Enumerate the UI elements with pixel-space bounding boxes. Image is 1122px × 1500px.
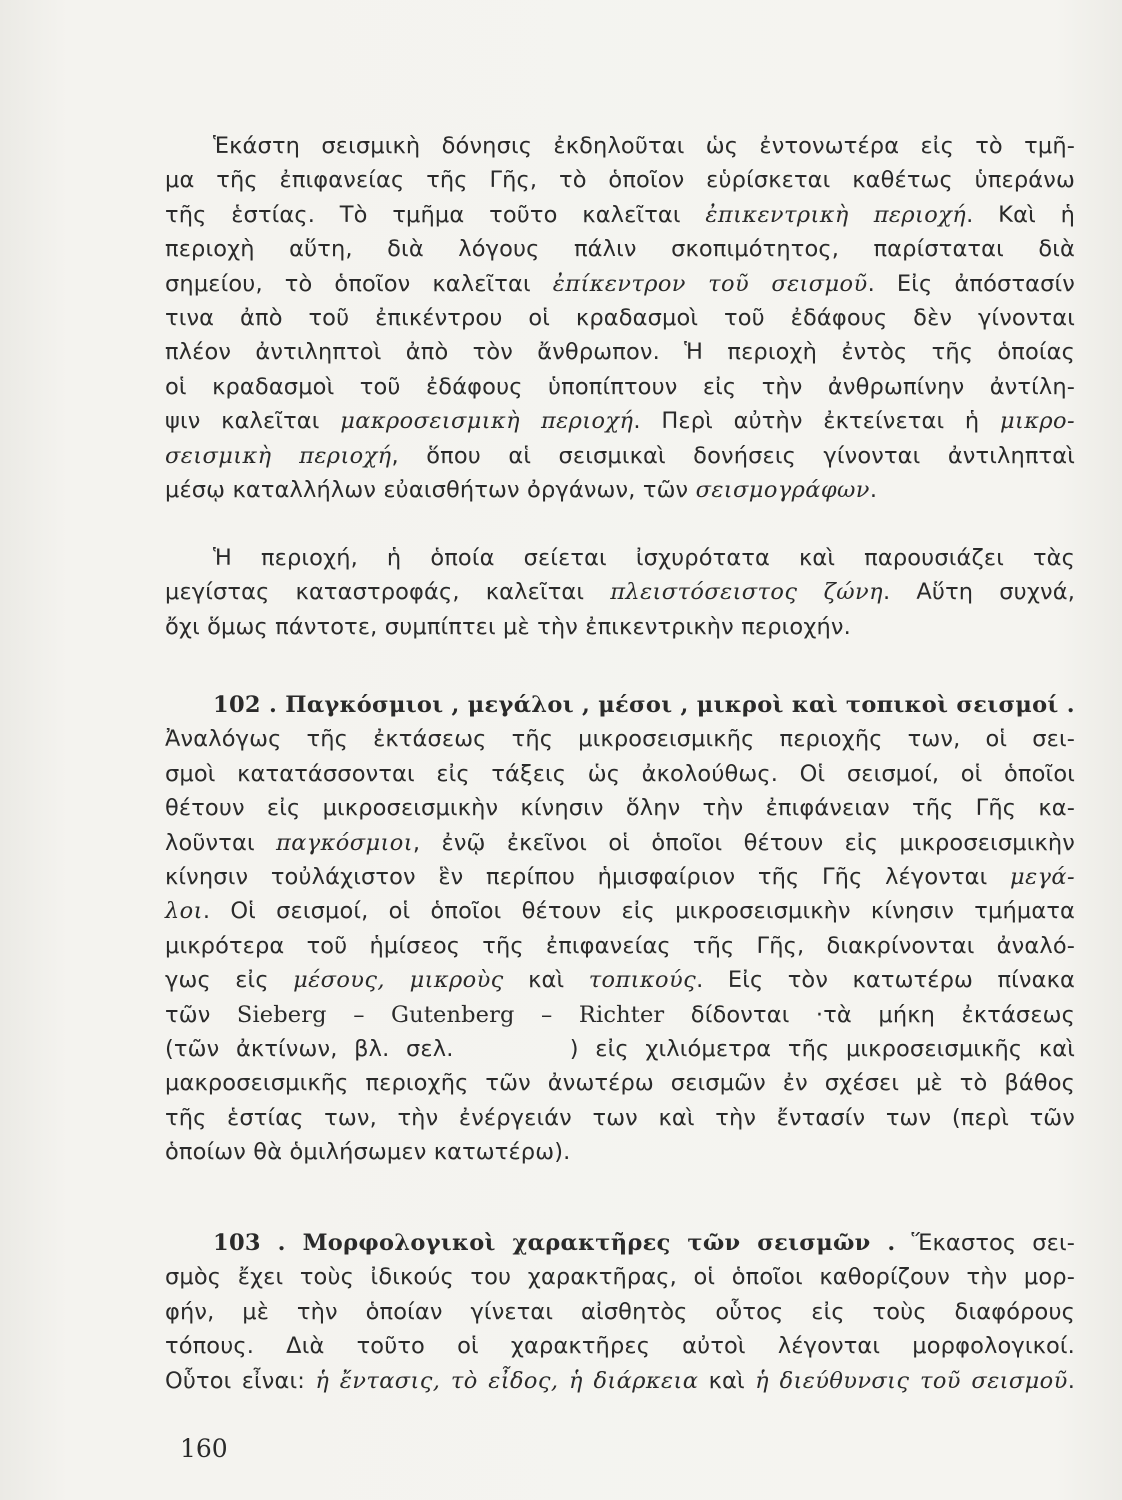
text-run: σμὸς ἔχει τοὺς ἰδικούς του χαρακτῆρας, οἱ ὁποῖοι καθορίζουν τὴν μορ- [165,1264,1075,1291]
text-run: . Περὶ αὐτὴν ἐκτείνεται ἡ [633,408,1001,435]
text-run: καὶ [698,1367,756,1394]
text-run: . Εἰς τὸν κατωτέρω πίνακα [696,967,1075,994]
italic-term: μακροσεισμικὴ περιοχή [340,408,634,435]
text-run: σημείου, τὸ ὁποῖον καλεῖται [165,270,553,297]
text-run: . Αὕτη συχνά, [882,579,1075,606]
text-run: φήν, μὲ τὴν ὁποίαν γίνεται αἰσθητὸς οὗτος εἰς τοὺς διαφόρους [165,1298,1075,1325]
text-line [165,1101,1075,1135]
text-line [165,232,1075,266]
text-run: τῶν [165,1001,237,1028]
italic-term: μικρο- [1000,408,1076,435]
text-line [165,688,1075,722]
section-103 [165,1226,1075,1398]
italic-term: λοι [165,898,203,925]
italic-term: μέσους, μικροὺς [293,967,504,994]
text-line [165,439,1075,473]
italic-term: παγκόσμιοι [276,829,413,856]
text-run: τόπους. Διὰ τοῦτο οἱ χαρακτῆρες αὐτοὶ λέγονται μορφολογικοί. [165,1333,1075,1360]
italic-term: ἡ διεύθυνσις τοῦ σεισμοῦ [755,1367,1068,1394]
text-run: . [1067,1367,1076,1394]
text-line [165,575,1075,609]
author-names: Sieberg – Gutenberg – Richter [236,1001,665,1028]
text-line [165,998,1075,1032]
italic-term: ἡ ἔντασις, τὸ εἶδος, ἡ διάρκεια [315,1367,699,1394]
text-line [165,473,1075,507]
italic-term: ἐπικεντρικὴ περιοχή [705,201,967,228]
text-line [165,1066,1075,1100]
italic-term: πλειστόσειστος ζώνη [610,579,883,606]
text-line [165,335,1075,369]
text-run: ὄχι ὅμως πάντοτε, συμπίπτει μὲ τὴν ἐπικεντρικὴν περιοχήν. [165,613,851,640]
text-run: περιοχὴ αὕτη, διὰ λόγους πάλιν σκοπιμότητος, παρίσταται διὰ [165,236,1075,263]
text-run: Ἡ περιοχή, ἡ ὁποία σείεται ἰσχυρότατα καὶ παρουσιάζει τὰς [213,545,1075,571]
text-run: Ἀναλόγως τῆς ἐκτάσεως τῆς μικροσεισμικῆς περιοχῆς των, οἱ σει- [165,726,1075,753]
paragraph-epicentral-region [165,129,1075,507]
text-run: μεγίστας καταστροφάς, καλεῖται [165,579,611,606]
italic-term: σεισμογράφων [695,476,870,503]
text-line [165,1032,1075,1066]
text-run: πλέον ἀντιληπτοὶ ἀπὸ τὸν ἄνθρωπον. Ἡ περιοχὴ ἐντὸς τῆς ὁποίας [165,339,1075,366]
text-line [165,1135,1075,1169]
text-line [165,267,1075,301]
text-line [165,541,1075,575]
section-102 [165,688,1075,1169]
text-run: σμοὶ κατατάσσονται εἰς τάξεις ὡς ἀκολούθως. Οἱ σεισμοί, οἱ ὁποῖοι [165,760,1075,787]
italic-term: ἐπίκεντρον τοῦ σεισμοῦ [552,270,868,297]
text-run: , ὅπου αἱ σεισμικαὶ δονήσεις γίνονται ἀντιληπταὶ [391,442,1075,469]
text-line [165,198,1075,232]
text-run: τῆς ἑστίας. Τὸ τμῆμα τοῦτο καλεῖται [165,201,706,228]
text-run: καὶ [503,967,589,994]
text-run: μα τῆς ἐπιφανείας τῆς Γῆς, τὸ ὁποῖον εὑρίσκεται καθέτως ὑπεράνω [165,167,1075,194]
text-run: κίνησιν τοὐλάχιστον ἓν περίπου ἡμισφαίριον τῆς Γῆς λέγονται [165,863,1011,890]
text-run: Ἕκαστος σει- [895,1230,1076,1256]
text-line [165,1226,1075,1260]
section-heading: 102 . Παγκόσμιοι , μεγάλοι , μέσοι , μικροὶ καὶ τοπικοὶ σεισμοί . [213,692,1075,718]
text-run: ὁποίων θὰ ὁμιλήσωμεν κατωτέρω). [165,1139,571,1166]
text-run: λοῦνται [165,829,277,856]
text-run: . Οἱ σεισμοί, οἱ ὁποῖοι θέτουν εἰς μικροσεισμικὴν κίνησιν τμήματα [202,898,1075,925]
italic-term: σεισμικὴ περιοχή [165,442,392,469]
text-line [165,404,1075,438]
text-run: τῆς ἑστίας των, τὴν ἐνέργειάν των καὶ τὴν ἔντασίν των (περὶ τῶν [165,1104,1075,1131]
text-run: μέσῳ καταλλήλων εὐαισθήτων ὀργάνων, τῶν [165,476,696,503]
text-run: ψιν καλεῖται [165,408,341,435]
text-line [165,894,1075,928]
text-line [165,826,1075,860]
page-number: 160 [180,1434,228,1463]
text-line [165,370,1075,404]
text-run: , ἐνῷ ἐκεῖνοι οἱ ὁποῖοι θέτουν εἰς μικροσεισμικὴν [412,829,1076,856]
text-run: Ἑκάστη σεισμικὴ δόνησις ἐκδηλοῦται ὡς ἐντονωτέρα εἰς τὸ τμῆ- [213,133,1075,159]
text-line [165,929,1075,963]
text-line [165,722,1075,756]
text-run: μικρότερα τοῦ ἡμίσεος τῆς ἐπιφανείας τῆς Γῆς, διακρίνονται ἀναλό- [165,932,1075,959]
italic-term: τοπικούς [588,967,697,994]
section-heading: 103 . Μορφολογικοὶ χαρακτῆρες τῶν σεισμῶν . [213,1230,896,1256]
text-line [165,1364,1075,1398]
text-line [165,163,1075,197]
text-line [165,610,1075,644]
text-line [165,1329,1075,1363]
text-run: (τῶν ἀκτίνων, βλ. σελ. ) εἰς χιλιόμετρα τῆς μικροσεισμικῆς καὶ [165,1035,1075,1062]
text-line [165,860,1075,894]
text-run: Οὗτοι εἶναι: [165,1367,316,1394]
text-run: . Καὶ ἡ [966,201,1075,228]
italic-term: μεγά- [1010,863,1075,890]
text-run: οἱ κραδασμοὶ τοῦ ἐδάφους ὑποπίπτουν εἰς τὴν ἀνθρωπίνην ἀντίλη- [165,373,1075,400]
text-line [165,129,1075,163]
text-line [165,757,1075,791]
text-run: δίδονται ·τὰ μήκη ἐκτάσεως [664,1001,1075,1028]
text-run: . Εἰς ἀπόστασίν [867,270,1076,297]
text-line [165,791,1075,825]
paragraph-pleistoseismal-zone [165,541,1075,644]
text-line [165,301,1075,335]
text-line [165,963,1075,997]
text-run: γως εἰς [165,967,294,994]
text-line [165,1295,1075,1329]
text-line [165,1260,1075,1294]
text-run: θέτουν εἰς μικροσεισμικὴν κίνησιν ὅλην τὴν ἐπιφάνειαν τῆς Γῆς κα- [165,795,1075,822]
text-run: τινα ἀπὸ τοῦ ἐπικέντρου οἱ κραδασμοὶ τοῦ ἐδάφους δὲν γίνονται [165,304,1075,331]
text-run: . [869,476,878,503]
text-run: μακροσεισμικῆς περιοχῆς τῶν ἀνωτέρω σεισμῶν ἐν σχέσει μὲ τὸ βάθος [165,1070,1075,1097]
